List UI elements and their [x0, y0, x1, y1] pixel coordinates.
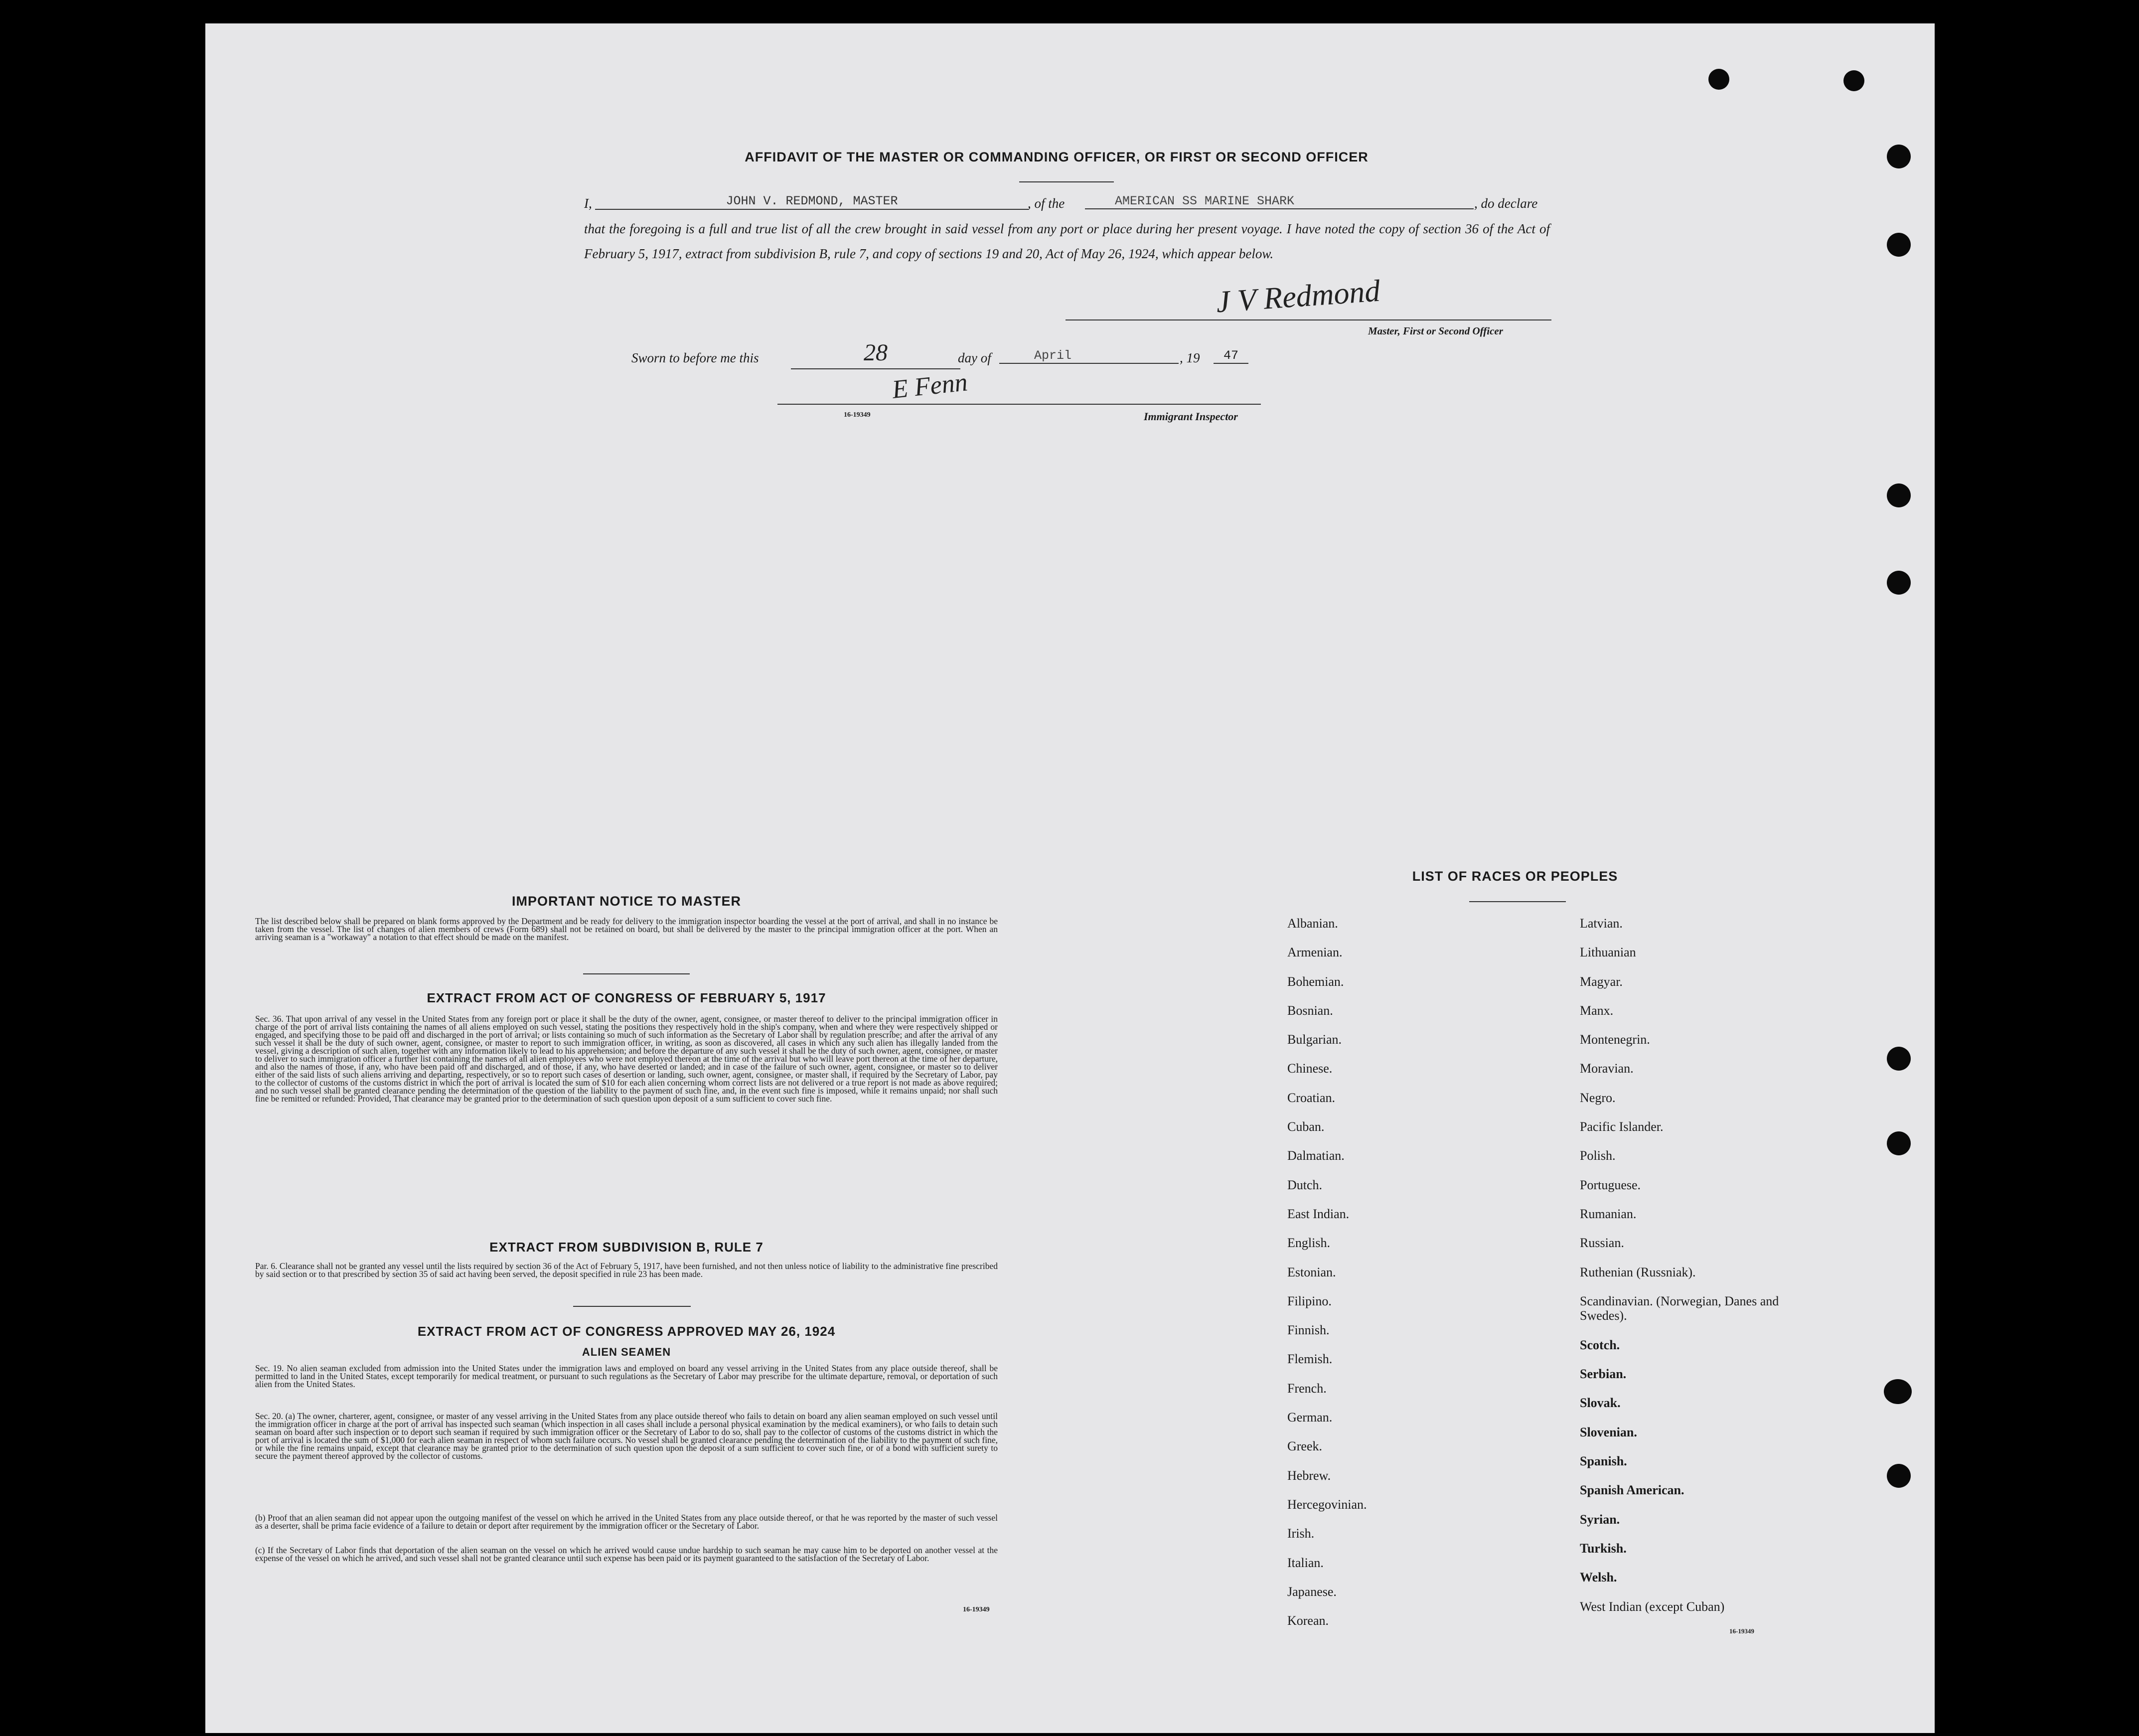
punch-hole — [1887, 1047, 1911, 1071]
race-item: Estonian. — [1287, 1264, 1336, 1279]
year-field: 47 — [1214, 348, 1248, 364]
day-of-label: day of — [958, 350, 991, 365]
race-item: Flemish. — [1287, 1352, 1333, 1367]
master-caption: Master, First or Second Officer — [1368, 325, 1503, 337]
extract-rule7-title: EXTRACT FROM SUBDIVISION B, RULE 7 — [489, 1240, 764, 1255]
affidavit-body: that the foregoing is a full and true list of all the crew brought in said vessel from any port or place during her present voyage. I have noted the copy of section 36 of the Act of February 5, 1917, extract from subdivision B, rule 7, and copy of sections 19 and 20, Act of May 26, 1924, which appear below. — [584, 221, 1550, 261]
notice-text: The list described below shall be prepared on blank forms approved by the Department and be ready for delivery to the immigration inspector boarding the vessel at the port of arrival, and shall in no instance be taken from the vessel. The list of changes of alien members of crews (Form 689) shall not be retained on board, but shall be delivered by the master to the principal immigration officer at the port. When an arriving seaman is a "workaway" a notation to that effect should be made on the manifest. — [255, 916, 998, 942]
vessel-field: AMERICAN SS MARINE SHARK — [1085, 194, 1474, 209]
do-declare-label: , do declare — [1474, 196, 1538, 211]
race-item: Spanish. — [1580, 1454, 1627, 1469]
race-item: Slovenian. — [1580, 1424, 1637, 1439]
inspector-caption: Immigrant Inspector — [1144, 410, 1238, 423]
race-item: Rumanian. — [1580, 1206, 1637, 1221]
race-item: Bosnian. — [1287, 1003, 1333, 1018]
extract-1917-title: EXTRACT FROM ACT OF CONGRESS OF FEBRUARY 5, 1917 — [427, 990, 826, 1005]
declaration-line — [584, 196, 1581, 216]
race-item: Lithuanian — [1580, 945, 1636, 960]
punch-hole — [1887, 1464, 1911, 1488]
race-item: Hercegovinian. — [1287, 1497, 1367, 1512]
sworn-month-field: April — [999, 348, 1179, 364]
form-number: 16-19349 — [1729, 1627, 1754, 1635]
extract-1924-subtitle: ALIEN SEAMEN — [582, 1346, 671, 1358]
punch-hole — [1887, 1131, 1911, 1155]
race-item: Finnish. — [1287, 1323, 1330, 1338]
divider — [573, 1306, 691, 1307]
race-item: Latvian. — [1580, 916, 1623, 931]
race-item: Korean. — [1287, 1613, 1329, 1628]
race-item: Spanish American. — [1580, 1483, 1684, 1498]
sworn-label: Sworn to before me this — [631, 350, 759, 365]
race-item: Portuguese. — [1580, 1177, 1641, 1192]
extract-1924-sec20b: (b) Proof that an alien seaman did not appear upon the outgoing manifest of the vessel on which he arrived in the United States from any place outside thereof, or that he was reported by the master of such vessel as a deserter, shall be prima facie evidence of a failure to detain or deport after requirement by the immigration officer or the Secretary of Labor. — [255, 1513, 998, 1531]
race-item: Irish. — [1287, 1526, 1315, 1541]
race-item: Filipino. — [1287, 1293, 1332, 1308]
affidavit-title: AFFIDAVIT OF THE MASTER OR COMMANDING OFFICER, OR FIRST OR SECOND OFFICER — [745, 150, 1369, 164]
race-item: Croatian. — [1287, 1090, 1336, 1105]
races-right-column — [1580, 909, 1789, 1621]
extract-1924-sec20c: (c) If the Secretary of Labor finds that deportation of the alien seaman on the vessel on which he arrived would cause undue hardship to such seaman he may cause him to be deported on another vessel at the expense of the vessel on which he arrived, and such vessel shall not be granted clearance until such expense has been paid or its payment guaranteed to the satisfaction of the Secretary of Labor. — [255, 1545, 998, 1563]
race-item: Slovak. — [1580, 1396, 1621, 1411]
punch-hole — [1887, 571, 1911, 595]
race-item: Chinese. — [1287, 1061, 1333, 1076]
notice-title: IMPORTANT NOTICE TO MASTER — [512, 894, 741, 909]
race-item: English. — [1287, 1236, 1330, 1251]
races-left-column — [1287, 909, 1517, 1635]
master-signature: J V Redmond — [1215, 274, 1381, 319]
race-item: Greek. — [1287, 1439, 1323, 1454]
extract-1917-text: Sec. 36. That upon arrival of any vessel in the United States from any foreign port or place it shall be the duty of the owner, agent, consignee, or master thereof to deliver to the principal immigration officer in charge of the port of arrival lists containing the names of all aliens employed on such vessel, stating the positions they respectively hold in the ship's company, when and where they were respectively shipped or engaged, and specifying those to be paid off and discharged in the port of arrival; or lists containing so much of such information as the Secretary of Labor shall by regulation prescribe; and after the arrival of any such vessel it shall be the duty of such owner, agent, consignee, or master to report to such immigration officer, in writing, as soon as discovered, all cases in which any such alien has illegally landed from the vessel, giving a description of such alien, together with any information likely to lead to his apprehension; and before the departure of any such vessel it shall be the duty of such owner, agent, consignee, or master to deliver to such immigration officer a further list containing the names of all alien employees who were not employed thereon at the time of the arrival but who will leave port thereon at the time of her departure, and also the names of those, if any, who have been paid off and discharged, and of those, if any, who have deserted or landed; and in case of the failure of such owner, agent, consignee, or master so to deliver either of the said lists of such aliens arriving and departing, respectively, or so to report such cases of desertion or landing, such owner, agent, consignee, or master shall, if required by the Secretary of Labor, pay to the collector of customs of the customs district in which the port of arrival is located the sum of $10 for each alien concerning whom correct lists are not delivered or a true report is not made as above required; and no such vessel shall be granted clearance pending the determination of the question of the liability to the payment of such fine, and, in the event such fine is imposed, while it remains unpaid; nor shall such fine be remitted or refunded: Provided, That clearance may be granted prior to the determination of such question upon deposit of a sum sufficient to cover such fine. — [255, 1014, 998, 1104]
race-item: Montenegrin. — [1580, 1032, 1650, 1047]
race-item: Hebrew. — [1287, 1468, 1331, 1483]
of-the-label: , of the — [1028, 196, 1065, 211]
race-item: Dalmatian. — [1287, 1148, 1345, 1163]
race-item: East Indian. — [1287, 1206, 1350, 1221]
divider — [583, 973, 690, 974]
form-number: 16-19349 — [963, 1606, 990, 1613]
punch-hole — [1887, 145, 1911, 168]
race-item: Ruthenian (Russniak). — [1580, 1264, 1696, 1279]
extract-1924-title: EXTRACT FROM ACT OF CONGRESS APPROVED MAY 26, 1924 — [417, 1324, 836, 1339]
divider — [1019, 181, 1114, 182]
race-item: French. — [1287, 1381, 1327, 1396]
sworn-line — [631, 339, 1329, 370]
signature-line — [1066, 319, 1551, 320]
race-item: Polish. — [1580, 1148, 1616, 1163]
race-item: Moravian. — [1580, 1061, 1634, 1076]
sworn-day-field: 28 — [791, 337, 960, 369]
race-item: Scandinavian. (Norwegian, Danes and Swedes). — [1580, 1293, 1779, 1323]
race-item: Pacific Islander. — [1580, 1119, 1664, 1134]
race-item: Syrian. — [1580, 1512, 1620, 1527]
extract-1924-sec19: Sec. 19. No alien seaman excluded from admission into the United States under the immigration laws and employed on board any vessel arriving in the United States from any place outside thereof, shall be permitted to land in the United States, except temporarily for medical treatment, or pursuant to such regulations as the Secretary of Labor may prescribe for the ultimate departure, removal, or deportation of such alien from the United States. — [255, 1363, 998, 1389]
race-item: German. — [1287, 1410, 1333, 1425]
inspector-signature: E Fenn — [891, 368, 969, 404]
punch-hole — [1843, 70, 1864, 91]
race-item: Welsh. — [1580, 1570, 1617, 1585]
year-label: , 19 — [1180, 350, 1200, 365]
race-item: Magyar. — [1580, 974, 1623, 989]
race-item: Albanian. — [1287, 916, 1338, 931]
race-item: Serbian. — [1580, 1367, 1627, 1382]
punch-hole — [1708, 69, 1729, 90]
race-item: Bohemian. — [1287, 974, 1344, 989]
race-item: West Indian (except Cuban) — [1580, 1599, 1725, 1614]
race-item: Italian. — [1287, 1555, 1324, 1570]
extract-rule7-text: Par. 6. Clearance shall not be granted any vessel until the lists required by section 36 of the Act of February 5, 1917, have been furnished, and not then unless notice of liability to the administrative fine prescribed by said section or to that prescribed by section 35 of said act having been served, the deposit specified in rule 23 has been made. — [255, 1261, 998, 1279]
divider — [1469, 901, 1566, 902]
race-item: Bulgarian. — [1287, 1032, 1342, 1047]
punch-hole — [1887, 483, 1911, 507]
race-item: Cuban. — [1287, 1119, 1325, 1134]
race-item: Negro. — [1580, 1090, 1616, 1105]
race-item: Russian. — [1580, 1236, 1624, 1251]
race-item: Japanese. — [1287, 1584, 1337, 1599]
punch-hole — [1884, 1379, 1912, 1404]
race-item: Manx. — [1580, 1003, 1614, 1018]
race-item: Dutch. — [1287, 1177, 1323, 1192]
form-number: 16-19349 — [844, 411, 871, 419]
pronoun-label: I, — [584, 196, 592, 211]
race-item: Scotch. — [1580, 1337, 1620, 1352]
race-item: Armenian. — [1287, 945, 1343, 960]
declarant-field: JOHN V. REDMOND, MASTER — [595, 194, 1029, 210]
signature-line — [777, 404, 1261, 405]
races-title: LIST OF RACES OR PEOPLES — [1412, 869, 1618, 884]
extract-1924-sec20a: Sec. 20. (a) The owner, charterer, agent, consignee, or master of any vessel arriving in the United States from any place outside thereof who fails to detain on board any alien seaman employed on such vessel until the immigration officer in charge at the port of arrival has inspected such seaman (which inspection in all cases shall include a personal physical examination by the medical examiners), or who fails to detain such seaman on board after such inspection or to deport such seaman if required by such immigration officer or the Secretary of Labor to do so, shall pay to the collector of customs of the customs district in which the port of arrival is located the sum of $1,000 for each alien seaman in respect of whom such failure occurs. No vessel shall be granted clearance pending the determination of the liability to the payment of such fine, or while the fine remains unpaid, except that clearance may be granted prior to the determination of such question upon the deposit of a sum sufficient to cover such fine, or of a bond with sufficient surety to secure the payment thereof approved by the collector of customs. — [255, 1411, 998, 1461]
race-item: Turkish. — [1580, 1541, 1627, 1556]
punch-hole — [1887, 233, 1911, 257]
